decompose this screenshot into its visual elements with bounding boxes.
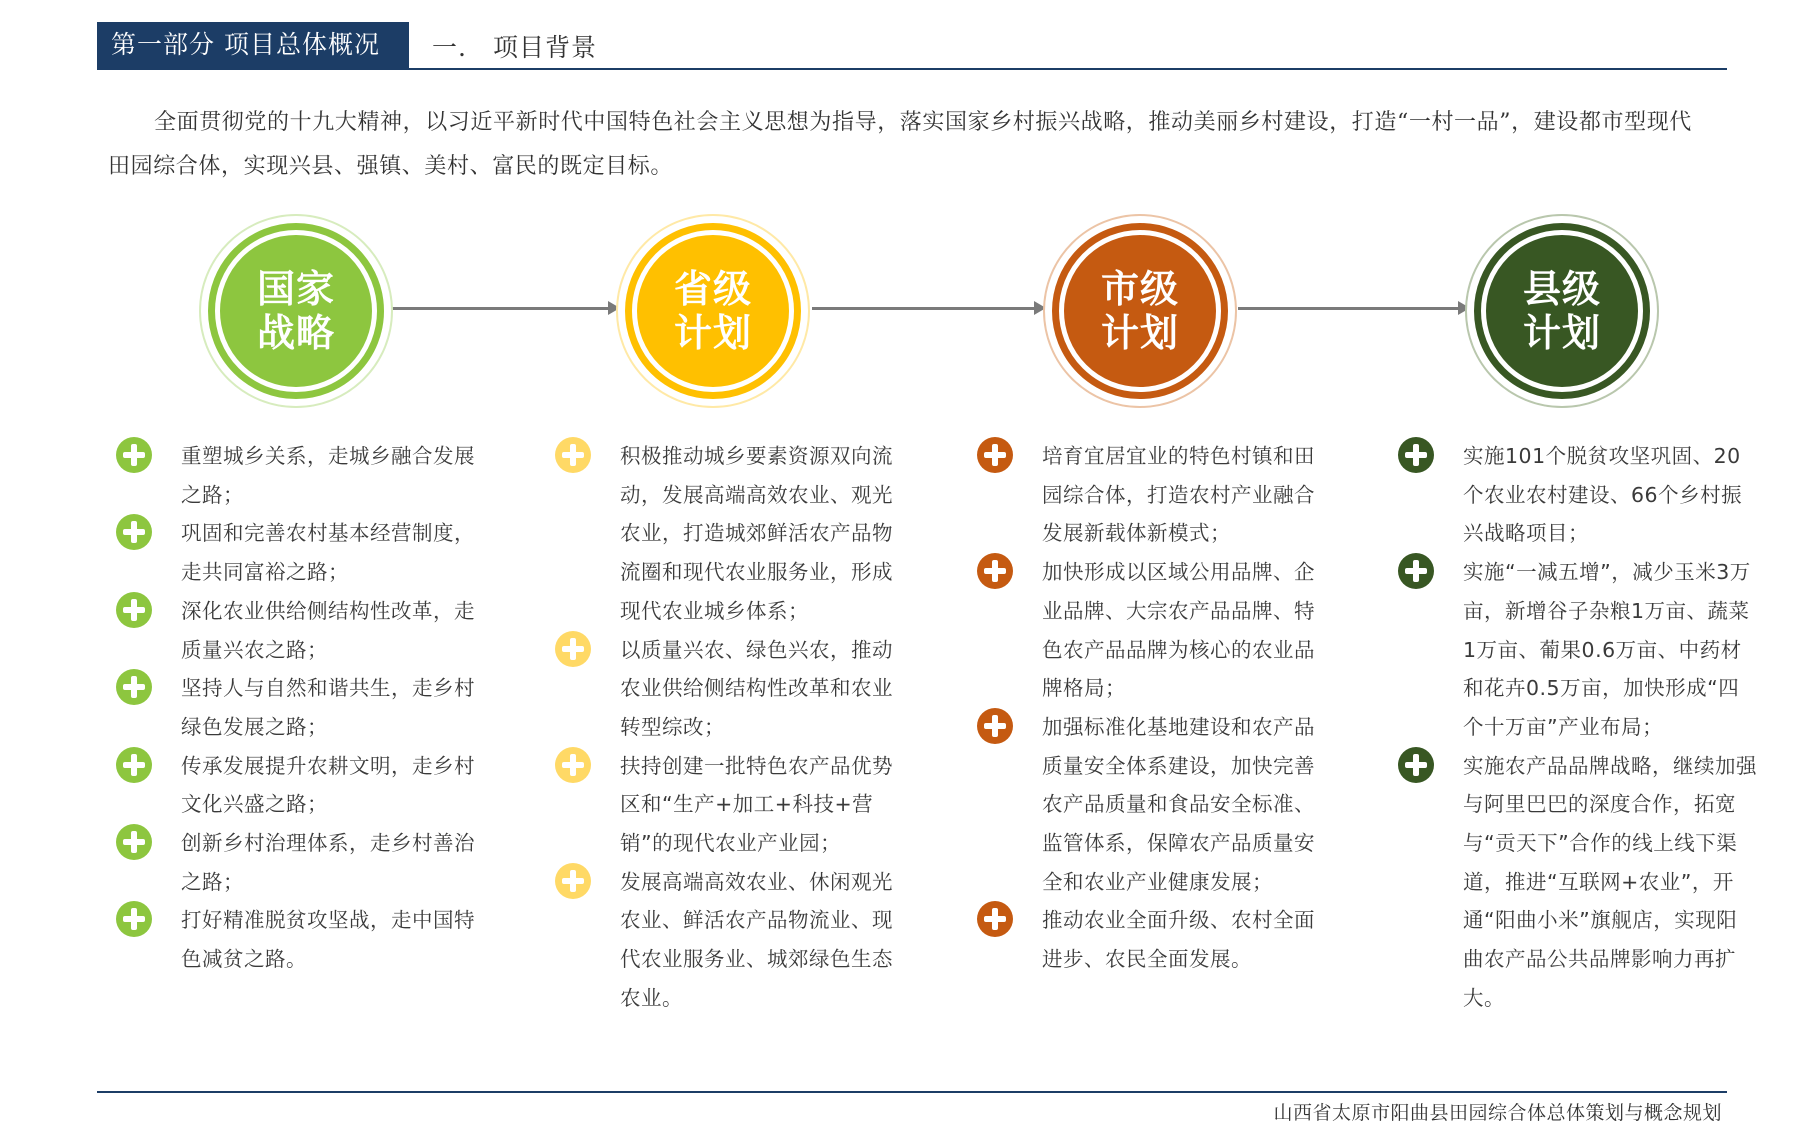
list-item	[555, 437, 910, 631]
column-national	[116, 437, 476, 979]
item-text: 重塑城乡关系，走城乡融合发展之路；	[181, 444, 475, 507]
list-item	[1398, 437, 1758, 553]
circle-city-inner	[1059, 230, 1221, 392]
circle-provincial-inner	[632, 230, 794, 392]
circle-national	[201, 216, 391, 406]
circle-provincial-line1: 省级	[673, 267, 752, 311]
list-item	[116, 747, 476, 824]
circle-city-line1: 市级	[1100, 267, 1179, 311]
plus-icon	[977, 708, 1013, 744]
item-text: 传承发展提升农耕文明，走乡村文化兴盛之路；	[181, 753, 475, 817]
plus-icon	[116, 901, 152, 937]
footer-divider	[97, 1091, 1727, 1093]
item-text: 培育宜居宜业的特色村镇和田园综合体，打造农村产业融合发展新载体新模式；	[1042, 444, 1315, 546]
connector-2	[812, 307, 1036, 310]
list-item	[555, 863, 910, 1018]
circle-city	[1045, 216, 1235, 406]
column-provincial	[555, 437, 910, 1018]
list-item	[977, 708, 1332, 902]
item-text: 扶持创建一批特色农产品优势区和“生产+加工+科技+营销”的现代农业产业园；	[620, 753, 893, 856]
plus-icon	[1398, 553, 1434, 589]
plus-icon	[555, 437, 591, 473]
list-item	[977, 901, 1332, 978]
intro-paragraph: 全面贯彻党的十九大精神，以习近平新时代中国特色社会主义思想为指导，落实国家乡村振兴战略，推动美丽乡村建设，打造“一村一品”，建设都市型现代田园综合体，实现兴县、强镇、美村、富民的既定目标。	[108, 110, 1692, 179]
list-item	[977, 553, 1332, 708]
list-item	[116, 514, 476, 591]
plus-icon	[116, 747, 152, 783]
item-text: 坚持人与自然和谐共生，走乡村绿色发展之路；	[181, 676, 475, 739]
list-item	[555, 747, 910, 863]
circle-national-line2: 战略	[256, 311, 335, 355]
subsection-heading	[432, 28, 597, 64]
plus-icon	[1398, 747, 1434, 783]
list-item	[116, 437, 476, 514]
list-item	[1398, 747, 1758, 1018]
list-item	[116, 901, 476, 978]
connector-3	[1238, 307, 1460, 310]
item-text: 积极推动城乡要素资源双向流动，发展高端高效农业、观光农业，打造城郊鲜活农产品物流圈和现代农业服务业，形成现代农业城乡体系；	[620, 444, 893, 623]
item-text: 加强标准化基地建设和农产品质量安全体系建设，加快完善农产品质量和食品安全标准、监管体系，保障农产品质量安全和农业产业健康发展；	[1042, 714, 1315, 894]
circle-provincial	[618, 216, 808, 406]
list-item	[555, 631, 910, 747]
section-label: 第一部分 项目总体概况	[97, 22, 409, 68]
plus-icon	[977, 553, 1013, 589]
plus-icon	[555, 863, 591, 899]
list-item	[1398, 553, 1758, 747]
subsection-title: 项目背景	[492, 33, 597, 62]
footer-title: 山西省太原市阳曲县田园综合体总体策划与概念规划	[1273, 1102, 1722, 1124]
item-text: 实施农产品品牌战略，继续加强与阿里巴巴的深度合作，拓宽与“贡天下”合作的线上线下渠道，推进“互联网+农业”，开通“阳曲小米”旗舰店，实现阳曲农产品公共品牌影响力再扩大。	[1463, 753, 1757, 1010]
plus-icon	[977, 901, 1013, 937]
column-city	[977, 437, 1332, 979]
plus-icon	[977, 437, 1013, 473]
plus-icon	[1398, 437, 1434, 473]
item-text: 实施“一减五增”，减少玉米3万亩，新增谷子杂粮1万亩、蔬菜1万亩、葡果0.6万亩、中药材和花卉0.5万亩，加快形成“四个十万亩”产业布局；	[1463, 560, 1751, 739]
item-text: 创新乡村治理体系，走乡村善治之路；	[181, 831, 475, 894]
connector-1	[392, 307, 610, 310]
circle-county-inner	[1481, 230, 1643, 392]
circle-city-line2: 计划	[1100, 311, 1179, 355]
item-text: 推动农业全面升级、农村全面进步、农民全面发展。	[1042, 908, 1315, 972]
list-item	[977, 437, 1332, 553]
circle-county-line2: 计划	[1522, 311, 1601, 355]
item-text: 实施101个脱贫攻坚巩固、20个农业农村建设、66个乡村振兴战略项目；	[1463, 444, 1743, 546]
plus-icon	[555, 631, 591, 667]
column-county	[1398, 437, 1758, 1018]
circle-county-line1: 县级	[1522, 267, 1601, 311]
plus-icon	[116, 514, 152, 550]
header-divider	[97, 68, 1727, 70]
circle-county	[1467, 216, 1657, 406]
plus-icon	[116, 592, 152, 628]
item-text: 打好精准脱贫攻坚战，走中国特色减贫之路。	[181, 908, 475, 972]
item-text: 加快形成以区域公用品牌、企业品牌、大宗农产品品牌、特色农产品品牌为核心的农业品牌格局；	[1042, 560, 1315, 701]
circle-provincial-line2: 计划	[673, 311, 752, 355]
circle-national-inner	[215, 230, 377, 392]
circle-national-line1: 国家	[256, 267, 335, 311]
list-item	[116, 592, 476, 669]
list-item	[116, 824, 476, 901]
item-text: 发展高端高效农业、休闲观光农业、鲜活农产品物流业、现代农业服务业、城郊绿色生态农业。	[620, 869, 893, 1010]
list-item	[116, 669, 476, 746]
plus-icon	[555, 747, 591, 783]
plus-icon	[116, 824, 152, 860]
item-text: 以质量兴农、绿色兴农，推动农业供给侧结构性改革和农业转型综改；	[620, 637, 893, 739]
subsection-number: 一.	[432, 33, 467, 62]
item-text: 巩固和完善农村基本经营制度，走共同富裕之路；	[181, 521, 475, 585]
plus-icon	[116, 437, 152, 473]
plus-icon	[116, 669, 152, 705]
item-text: 深化农业供给侧结构性改革，走质量兴农之路；	[181, 598, 475, 662]
